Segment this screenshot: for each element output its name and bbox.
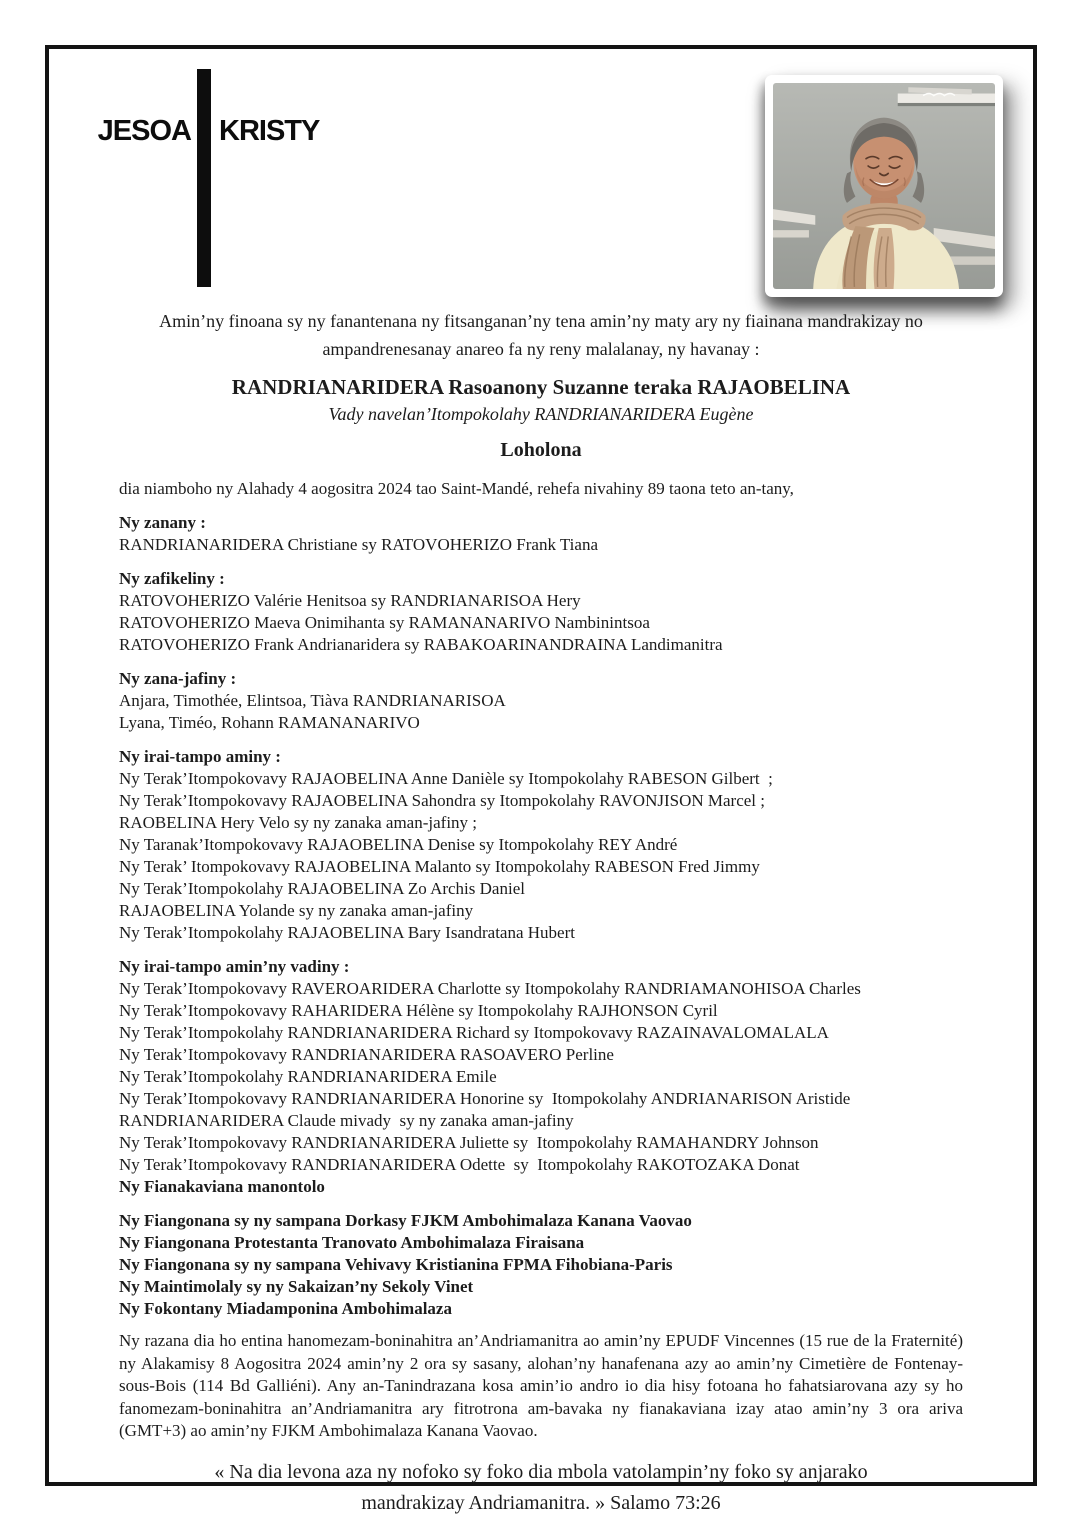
family-line: Ny Terak’Itompokovavy RAJAOBELINA Sahondra sy Itompokolahy RAVONJISON Marcel ;	[119, 791, 765, 810]
cross-bar-icon	[197, 69, 211, 287]
family-line: Ny Terak’Itompokovavy RANDRIANARIDERA Juliette sy Itompokolahy RAMAHANDRY Johnson	[119, 1133, 819, 1152]
family-line: Ny Terak’Itompokovavy RANDRIANARIDERA RASOAVERO Perline	[119, 1045, 614, 1064]
family-line: Ny Terak’ Itompokovavy RAJAOBELINA Malanto sy Itompokolahy RABESON Fred Jimmy	[119, 857, 760, 876]
death-announcement-line: dia niamboho ny Alahady 4 aogositra 2024 tao Saint-Mandé, rehefa nivahiny 89 taona teto an-tany,	[119, 479, 794, 498]
announcement-body	[49, 307, 1033, 1519]
section-grandchildren	[119, 568, 963, 656]
section-heading: Ny irai-tampo aminy :	[119, 747, 281, 766]
community-line: Ny Fokontany Miadamponina Ambohimalaza	[119, 1299, 452, 1318]
section-siblings-in-law	[119, 956, 963, 1198]
family-line: Lyana, Timéo, Rohann RAMANANARIVO	[119, 713, 420, 732]
family-line: Ny Terak’Itompokolahy RAJAOBELINA Zo Archis Daniel	[119, 879, 525, 898]
section-siblings	[119, 746, 963, 944]
family-line: Anjara, Timothée, Elintsoa, Tiàva RANDRIANARISOA	[119, 691, 506, 710]
family-line: Ny Terak’Itompokovavy RAJAOBELINA Anne Danièle sy Itompokolahy RABESON Gilbert ;	[119, 769, 773, 788]
family-line: Ny Taranak’Itompokovavy RAJAOBELINA Denise sy Itompokolahy REY André	[119, 835, 678, 854]
role-title: Loholona	[500, 439, 582, 461]
widow-of-line: Vady navelan’Itompokolahy RANDRIANARIDERA Eugène	[328, 404, 754, 424]
community-line: Ny Maintimolaly sy ny Sakaizan’ny Sekoly Vinet	[119, 1277, 474, 1296]
family-line: RATOVOHERIZO Frank Andrianaridera sy RABAKOARINANDRAINA Landimanitra	[119, 635, 723, 654]
family-line: RATOVOHERIZO Maeva Onimihanta sy RAMANANARIVO Nambinintsoa	[119, 613, 650, 632]
intro-paragraph: Amin’ny finoana sy ny fanantenana ny fitsanganan’ny tena amin’ny maty ary ny fiainana mandrakizay no ampandrenesanay anareo fa ny reny malalanay, ny havanay :	[159, 311, 923, 359]
portrait-illustration	[773, 83, 995, 289]
family-line: Ny Terak’Itompokovavy RANDRIANARIDERA Odette sy Itompokolahy RAKOTOZAKA Donat	[119, 1155, 800, 1174]
ceremony-details-paragraph: Ny razana dia ho entina hanomezam-boninahitra an’Andriamanitra ao amin’ny EPUDF Vincennes (15 rue de la Fraternité) ny Alakamisy 8 Aogositra 2024 amin’ny 2 ora sy sasany, alohan’ny hanafenana azy ao amin’ny Cimetière de Fontenay-sous-Bois (114 Bd Galliéni). Any an-Tanindrazana kosa amin’io andro io dia hisy fotoana ho fahatsiarovana azy sy ho fanomezam-boninahitra an’Andriamanitra ary fitrotrona am-bavaka ny fianakaviana izay atao amin’ny 3 ora ariva (GMT+3) ao amin’ny FJKM Ambohimalaza Kanana Vaovao.	[119, 1331, 963, 1440]
community-line: Ny Fiangonana Protestanta Tranovato Ambohimalaza Firaisana	[119, 1233, 585, 1252]
family-line: Ny Terak’Itompokovavy RAVEROARIDERA Charlotte sy Itompokolahy RANDRIAMANOHISOA Charles	[119, 979, 861, 998]
family-line: Ny Terak’Itompokovavy RAHARIDERA Hélène sy Itompokolahy RAJHONSON Cyril	[119, 1001, 718, 1020]
family-line: RATOVOHERIZO Valérie Henitsoa sy RANDRIANARISOA Hery	[119, 591, 581, 610]
family-line: RANDRIANARIDERA Claude mivady sy ny zanaka aman-jafiny	[119, 1111, 574, 1130]
jesoa-kristy-logo	[79, 69, 319, 314]
deceased-name: RANDRIANARIDERA Rasoanony Suzanne teraka RAJAOBELINA	[231, 375, 851, 399]
family-line: Ny Terak’Itompokolahy RANDRIANARIDERA Emile	[119, 1067, 497, 1086]
portrait-photo	[765, 75, 1003, 297]
section-children	[119, 512, 963, 556]
whole-family-line: Ny Fianakaviana manontolo	[119, 1177, 325, 1196]
family-line: Ny Terak’Itompokovavy RANDRIANARIDERA Honorine sy Itompokolahy ANDRIANARISON Aristide	[119, 1089, 851, 1108]
section-community	[119, 1210, 963, 1320]
section-heading: Ny zanany :	[119, 513, 206, 532]
document-frame	[45, 45, 1037, 1514]
family-line: RAOBELINA Hery Velo sy ny zanaka aman-jafiny ;	[119, 813, 478, 832]
family-line: RANDRIANARIDERA Christiane sy RATOVOHERIZO Frank Tiana	[119, 535, 598, 554]
section-heading: Ny irai-tampo amin’ny vadiny :	[119, 957, 350, 976]
family-line: RAJAOBELINA Yolande sy ny zanaka aman-jafiny	[119, 901, 474, 920]
community-line: Ny Fiangonana sy ny sampana Dorkasy FJKM Ambohimalaza Kanana Vaovao	[119, 1211, 692, 1230]
section-heading: Ny zana-jafiny :	[119, 669, 237, 688]
bible-verse-quote: « Na dia levona aza ny nofoko sy foko dia mbola vatolampin’ny foko sy anjarako mandrakizay Andriamanitra. » Salamo 73:26	[214, 1460, 868, 1514]
logo-word-right: KRISTY	[219, 115, 320, 147]
family-line: Ny Terak’Itompokolahy RAJAOBELINA Bary Isandratana Hubert	[119, 923, 575, 942]
logo-word-left: JESOA	[97, 115, 191, 147]
family-line: Ny Terak’Itompokolahy RANDRIANARIDERA Richard sy Itompokovavy RAZAINAVALOMALALA	[119, 1023, 829, 1042]
section-heading: Ny zafikeliny :	[119, 569, 225, 588]
community-line: Ny Fiangonana sy ny sampana Vehivavy Kristianina FPMA Fihobiana-Paris	[119, 1255, 673, 1274]
section-great-grandchildren	[119, 668, 963, 734]
